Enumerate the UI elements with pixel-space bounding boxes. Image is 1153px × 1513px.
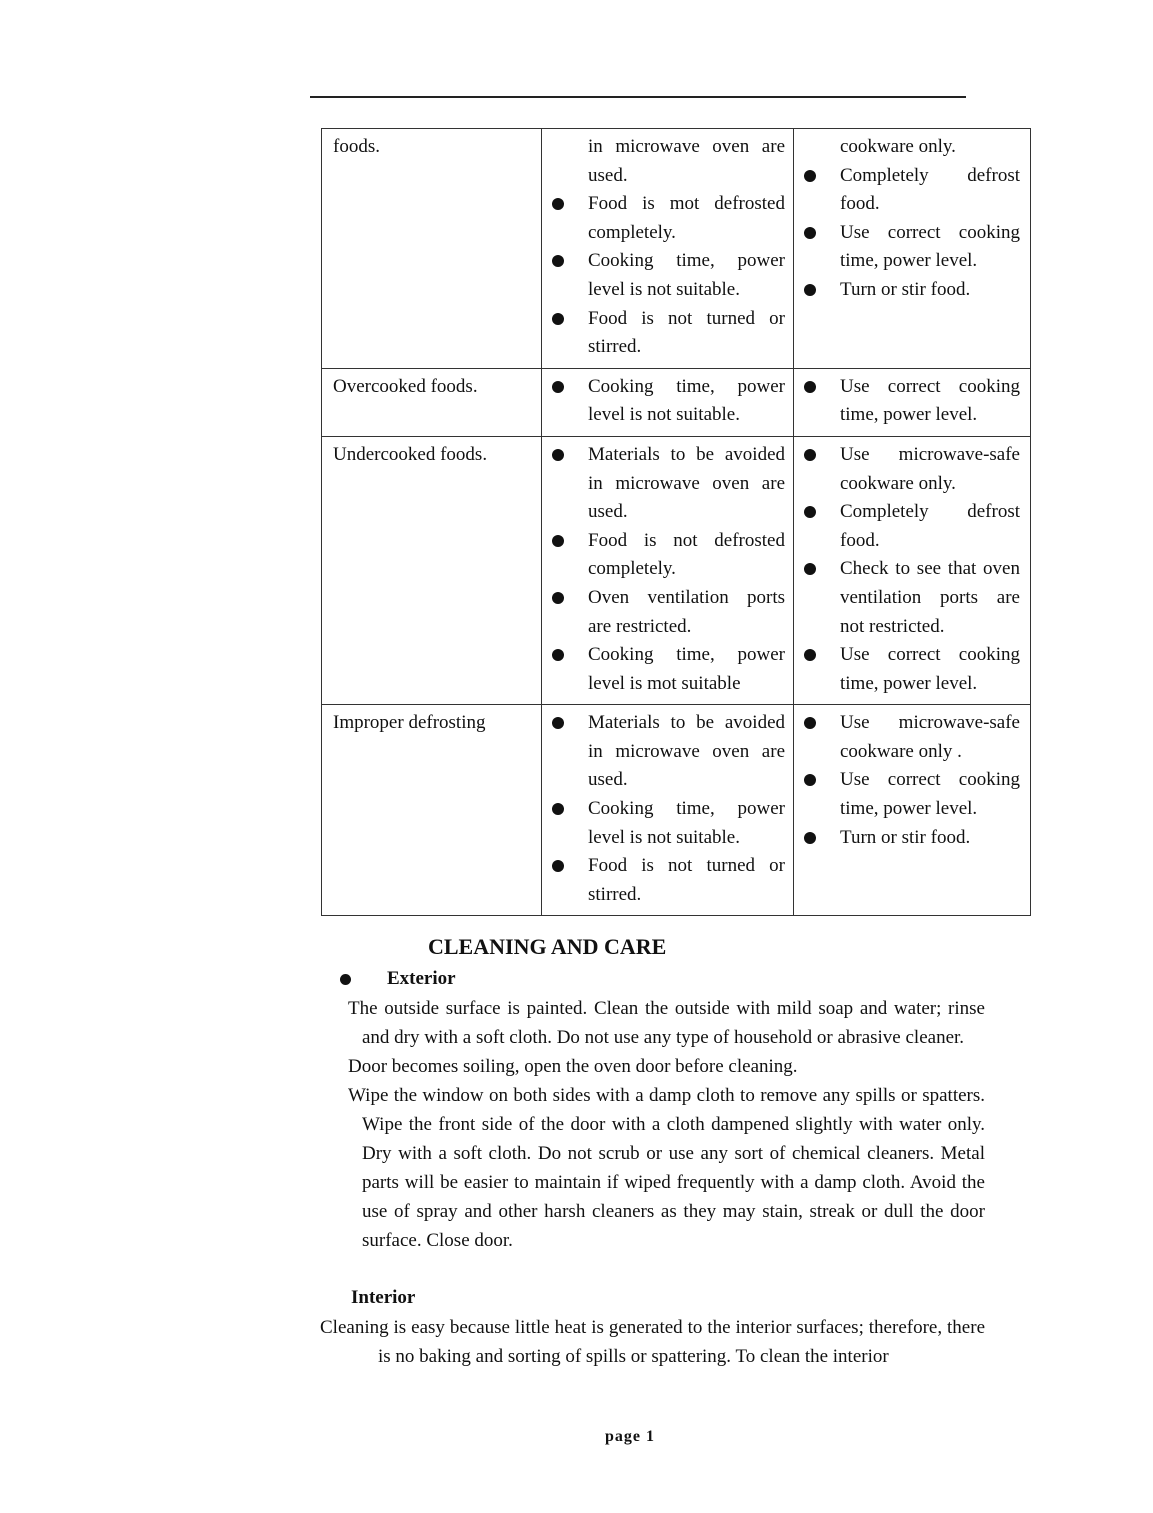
solution-cell [794, 436, 1031, 704]
bullet-icon [804, 381, 816, 393]
table-row [322, 436, 1031, 704]
exterior-heading-label: Exterior [387, 968, 456, 989]
bullet-icon [804, 563, 816, 575]
cause-cell [542, 436, 794, 704]
list-item [794, 441, 1030, 498]
list-item [542, 852, 793, 909]
cause-cell [542, 129, 794, 369]
list-item [542, 709, 793, 795]
bullet-icon [552, 860, 564, 872]
bullet-icon [804, 170, 816, 182]
list-item [542, 373, 793, 430]
list-item [794, 276, 1030, 305]
table-row [322, 705, 1031, 916]
list-item-text: Use correct cooking time, power level. [840, 221, 1020, 272]
list-item-text: Use microwave-safe cookware only. [840, 443, 1020, 494]
list-item-text: Food is mot defrosted completely. [588, 193, 785, 243]
list-item [794, 824, 1030, 853]
solution-cell [794, 129, 1031, 369]
list-item [794, 709, 1030, 766]
exterior-paragraph-1: The outside surface is painted. Clean the outside with mild soap and water; rinse and dry with a soft cloth. Do not use any type of household or abrasive cleaner. [348, 998, 985, 1048]
list-item [794, 133, 1030, 162]
exterior-heading [320, 964, 985, 994]
list-item-text: Check to see that oven ventilation ports are not restricted. [840, 558, 1020, 637]
problem-cell: Undercooked foods. [322, 436, 542, 704]
table-row [322, 129, 1031, 369]
cause-cell [542, 368, 794, 436]
list-item-text: Cooking time, power level is not suitable. [588, 375, 785, 426]
bullet-icon [804, 284, 816, 296]
cause-cell [542, 705, 794, 916]
list-item-text: Cooking time, power level is not suitable. [588, 798, 785, 848]
list-item-text: Food is not turned or stirred. [588, 307, 785, 358]
list-item [542, 190, 793, 247]
list-item [794, 498, 1030, 555]
bullet-icon [552, 449, 564, 461]
list-item [542, 527, 793, 584]
list-item-text: Food is not defrosted completely. [588, 529, 785, 580]
bullet-icon [552, 255, 564, 267]
bullet-icon [552, 717, 564, 729]
cleaning-section [320, 930, 985, 1371]
bullet-icon [552, 803, 564, 815]
list-item-text: Completely defrost food. [840, 164, 1020, 215]
bullet-icon [804, 717, 816, 729]
bullet-icon [804, 449, 816, 461]
list-item [794, 555, 1030, 641]
interior-heading: Interior [351, 1287, 416, 1308]
solution-cell [794, 368, 1031, 436]
list-item [542, 247, 793, 304]
list-item [794, 373, 1030, 430]
bullet-icon [552, 198, 564, 210]
list-item-text: Turn or stir food. [840, 278, 971, 300]
list-item-text: Food is not turned or stirred. [588, 855, 785, 905]
problem-cell: Improper defrosting [322, 705, 542, 916]
list-item-text: Use correct cooking time, power level. [840, 769, 1020, 820]
list-item-text: Materials to be avoided in microwave oven are used. [588, 712, 785, 791]
bullet-icon [804, 506, 816, 518]
section-title: CLEANING AND CARE [428, 934, 667, 959]
list-item-text: Completely defrost food. [840, 501, 1020, 551]
bullet-icon [552, 313, 564, 325]
exterior-paragraph-3: Wipe the window on both sides with a damp cloth to remove any spills or spatters. Wipe the front side of the door with a cloth dampened slightly with water only. Dry with a soft cloth. Do not scrub or use any sort of chemical cleaners. Metal parts will be easier to maintain if wiped frequently with a damp cloth. Avoid the use of spray and other harsh cleaners as they may stain, streak or dull the door surface. Close door. [348, 1085, 985, 1251]
list-item-text: Turn or stir food. [840, 826, 971, 848]
troubleshooting-table [321, 128, 1031, 916]
list-item-text: Oven ventilation ports are restricted. [588, 586, 785, 637]
exterior-paragraph-2: Door becomes soiling, open the oven door before cleaning. [348, 1056, 798, 1077]
bullet-icon [804, 227, 816, 239]
list-item [542, 641, 793, 698]
problem-cell: foods. [322, 129, 542, 369]
list-item [542, 795, 793, 852]
list-item-text: Use correct cooking time, power level. [840, 644, 1020, 694]
list-item [794, 766, 1030, 823]
page-number: page 1 [605, 1428, 655, 1445]
bullet-icon [552, 649, 564, 661]
list-item-text: cookware only. [840, 136, 956, 157]
list-item [542, 441, 793, 527]
interior-paragraph: Cleaning is easy because little heat is generated to the interior surfaces; therefore, there is no baking and sorting of spills or spattering. To clean the interior [320, 1317, 985, 1367]
solution-cell [794, 705, 1031, 916]
bullet-icon [552, 381, 564, 393]
bullet-icon [552, 535, 564, 547]
problem-cell: Overcooked foods. [322, 368, 542, 436]
list-item [542, 305, 793, 362]
bullet-icon [340, 974, 351, 985]
list-item-text: Cooking time, power level is not suitable. [588, 250, 785, 300]
list-item-text: Use microwave-safe cookware only . [840, 712, 1020, 762]
list-item-text: Use correct cooking time, power level. [840, 375, 1020, 426]
bullet-icon [804, 774, 816, 786]
list-item [542, 133, 793, 190]
list-item-text: in microwave oven are used. [588, 136, 785, 186]
list-item-text: Cooking time, power level is mot suitable [588, 644, 785, 694]
list-item [794, 219, 1030, 276]
header-rule [310, 96, 966, 98]
bullet-icon [804, 832, 816, 844]
list-item [794, 641, 1030, 698]
list-item [794, 162, 1030, 219]
bullet-icon [804, 649, 816, 661]
bullet-icon [552, 592, 564, 604]
table-row [322, 368, 1031, 436]
list-item-text: Materials to be avoided in microwave oven are used. [588, 443, 785, 523]
list-item [542, 584, 793, 641]
